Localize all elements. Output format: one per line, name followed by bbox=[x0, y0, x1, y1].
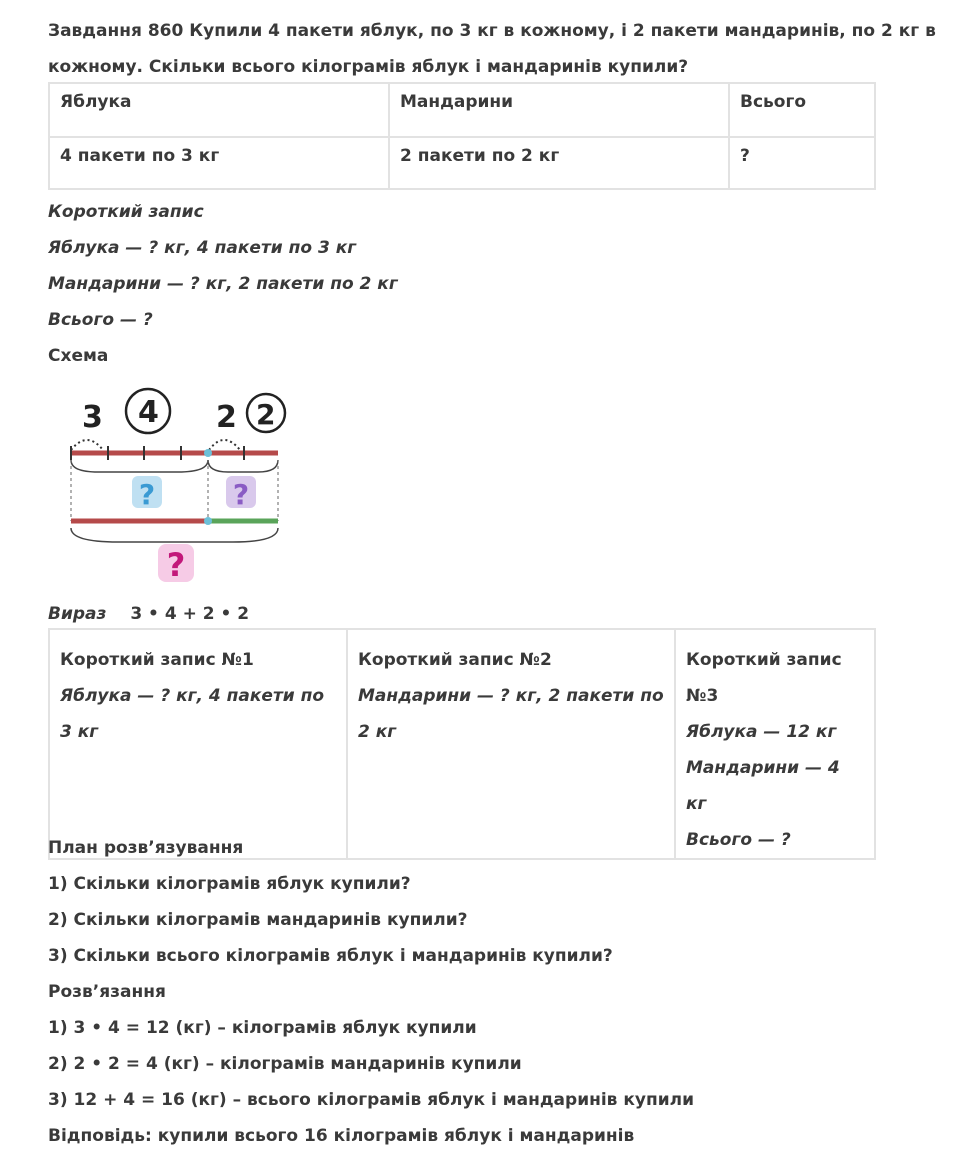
short-note-title: Короткий запис bbox=[48, 202, 204, 222]
brace-total bbox=[71, 528, 278, 542]
header-apples: Яблука bbox=[49, 83, 389, 137]
note-3-line-1: Яблука — 12 кг bbox=[686, 722, 837, 742]
question-mandarins: ? bbox=[232, 478, 250, 511]
expression-line bbox=[48, 601, 249, 627]
header-total: Всього bbox=[729, 83, 875, 137]
note-1-title: Короткий запис №1 bbox=[60, 650, 254, 670]
expression-label: Вираз bbox=[48, 604, 107, 624]
value-total: ? bbox=[729, 137, 875, 189]
brace-apples bbox=[71, 460, 208, 472]
label-2a: 2 bbox=[216, 400, 237, 435]
arc-3 bbox=[71, 440, 103, 450]
arc-2 bbox=[209, 440, 240, 450]
note-3-line-3: Всього — ? bbox=[686, 830, 791, 850]
scheme-title: Схема bbox=[48, 346, 109, 366]
brace-mandarins bbox=[208, 460, 278, 472]
label-2b: 2 bbox=[256, 398, 276, 431]
question-total: ? bbox=[166, 546, 186, 584]
plan-step-1: 1) Скільки кілограмів яблук купили? bbox=[48, 874, 411, 894]
note-3-title-number: №3 bbox=[686, 686, 719, 706]
scheme-diagram bbox=[58, 380, 298, 590]
note-1-line-2: 3 кг bbox=[60, 722, 99, 742]
junction-dot-bottom bbox=[204, 517, 212, 525]
note-2-line-1: Мандарини — ? кг, 2 пакети по bbox=[358, 686, 664, 706]
solution-step-3: 3) 12 + 4 = 16 (кг) – всього кілограмів яблук і мандаринів купили bbox=[48, 1090, 694, 1110]
junction-dot-top bbox=[204, 449, 212, 457]
note-2-line-2: 2 кг bbox=[358, 722, 397, 742]
answer: Відповідь: купили всього 16 кілограмів яблук і мандаринів bbox=[48, 1126, 635, 1146]
note-3-title: Короткий запис bbox=[686, 650, 842, 670]
note-3-line-2: Мандарини — 4 кг bbox=[686, 758, 840, 814]
condition-table bbox=[48, 82, 876, 190]
note-2-title: Короткий запис №2 bbox=[358, 650, 552, 670]
question-apples: ? bbox=[138, 478, 156, 511]
task-text-line-1: Завдання 860 Купили 4 пакети яблук, по 3 кг в кожному, і 2 пакети мандаринів, по 2 кг в bbox=[48, 21, 936, 41]
note-column-3 bbox=[675, 629, 875, 859]
short-notes-table bbox=[48, 628, 876, 860]
solution-step-2: 2) 2 • 2 = 4 (кг) – кілограмів мандаринів купили bbox=[48, 1054, 522, 1074]
plan-step-3: 3) Скільки всього кілограмів яблук і мандаринів купили? bbox=[48, 946, 613, 966]
expression-value: 3 • 4 + 2 • 2 bbox=[130, 604, 250, 624]
task-text-line-2: кожному. Скільки всього кілограмів яблук і мандаринів купили? bbox=[48, 57, 689, 77]
label-4: 4 bbox=[138, 395, 159, 430]
value-apples: 4 пакети по 3 кг bbox=[49, 137, 389, 189]
short-note-line-3: Всього — ? bbox=[48, 310, 153, 330]
solution-title: Розв’язання bbox=[48, 982, 166, 1002]
note-column-2 bbox=[347, 629, 675, 859]
header-mandarins: Мандарини bbox=[389, 83, 729, 137]
note-column-1 bbox=[49, 629, 347, 859]
solution-step-1: 1) 3 • 4 = 12 (кг) – кілограмів яблук купили bbox=[48, 1018, 477, 1038]
note-1-line-1: Яблука — ? кг, 4 пакети по bbox=[60, 686, 325, 706]
plan-step-2: 2) Скільки кілограмів мандаринів купили? bbox=[48, 910, 468, 930]
label-3: 3 bbox=[82, 400, 103, 435]
value-mandarins: 2 пакети по 2 кг bbox=[389, 137, 729, 189]
plan-title: План розв’язування bbox=[48, 838, 244, 858]
short-note-line-2: Мандарини — ? кг, 2 пакети по 2 кг bbox=[48, 274, 398, 294]
short-note-line-1: Яблука — ? кг, 4 пакети по 3 кг bbox=[48, 238, 357, 258]
